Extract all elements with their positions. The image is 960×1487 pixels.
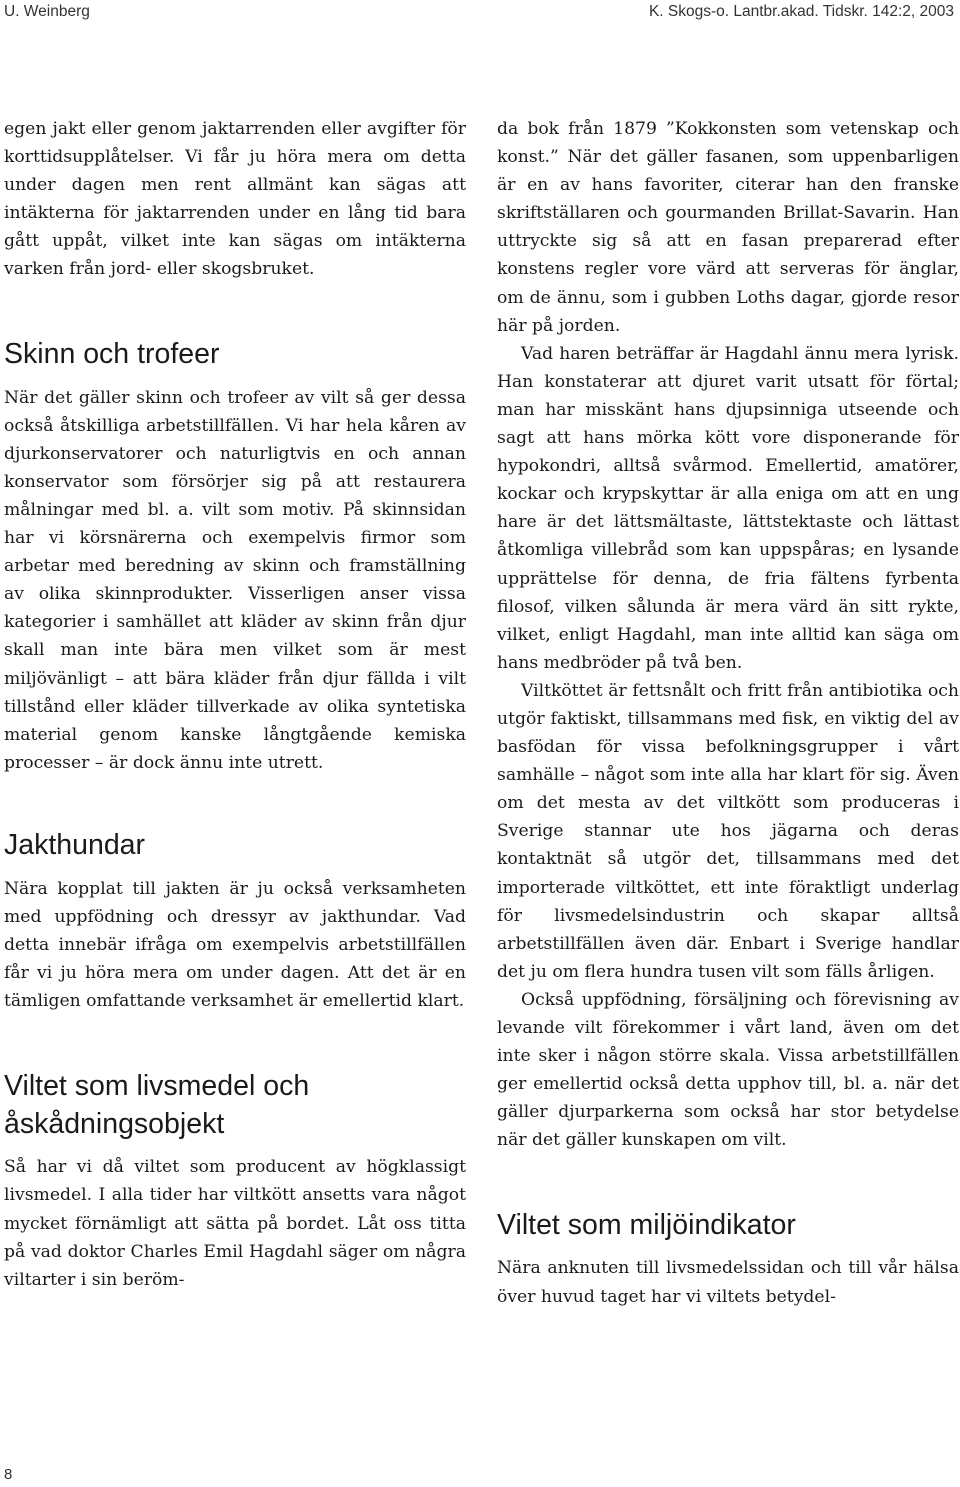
right-column — [497, 115, 959, 1311]
intro-paragraph: egen jakt eller genom jaktarrenden eller avgifter för korttidsupplåtelser. Vi får ju höra mera om detta under dagen men rent allmänt kan sägas att intäkterna för jaktarrenden under en lång tid bara gått uppåt, vilket inte kan sägas om intäkterna varken från jord- eller skogsbruket. — [4, 119, 466, 280]
page-number: 8 — [4, 1466, 13, 1483]
paragraph-hare: Vad haren beträffar är Hagdahl ännu mera lyrisk. Han konstaterar att djuret varit utsatt för förtal; man har misskänt hans djupsinniga utseende och sagt att hans mörka kött vore disponerande för hypokondri, alltså svårmod. Emellertid, amatörer, kockar och krypskyttar är alla eniga om att en ung hare är det lättsmältaste, lättstektaste och lättast åtkomliga villebråd som kan uppspåras; en lysande upprättelse för denna, de fria fältens fyrbenta filosof, vilken sålunda är mera värd än sitt rykte, vilket, enligt Hagdahl, man inte alltid kan säga om hans medbröder på två ben. — [497, 343, 959, 673]
paragraph-uppfodning: Också uppfödning, försäljning och förevisning av levande vilt förekommer i vårt land, även om det inte sker i någon större skala. Vissa arbetstillfällen ger emellertid också detta upphov till, bl. a. när det gäller djurparkerna som också har stor betydelse när det gäller kunskapen om vilt. — [497, 989, 959, 1151]
section-text-livsmedel: Så har vi då viltet som producent av högklassigt livsmedel. I alla tider har viltkött ansetts vara något mycket förnämligt att sätta på bordet. Låt oss titta på vad doktor Charles Emil Hagdahl säger om några viltarter i sin beröm- — [4, 1157, 466, 1290]
section-heading-skinn: Skinn och trofeer — [4, 337, 220, 370]
section-heading-jakthundar: Jakthundar — [4, 828, 146, 861]
paragraph-fasan: da bok från 1879 ”Kokkonsten som vetenskap och konst.” När det gäller fasanen, som uppenbarligen är en av hans favoriter, citerar han den franske skriftställaren och gourmanden Brillat-Savarin. Han uttryckte sig så att en fasan preparerad efter konstens regler vore värd att serveras för änglar, om de ännu, som i gubben Loths dagar, gjorde resor här på jorden. — [497, 119, 959, 336]
section-heading-livsmedel: Viltet som livsmedel och åskådningsobjekt — [4, 1070, 310, 1141]
section-text-jakthundar: Nära kopplat till jakten är ju också verksamheten med uppfödning och dressyr av jakthundar. Vad detta innebär ifråga om exempelvis arbetstillfällen får vi ju höra mera om under dagen. Att det är en tämligen omfattande verksamhet är emellertid klart. — [4, 878, 466, 1012]
running-header — [0, 3, 960, 25]
header-author: U. Weinberg — [4, 3, 90, 20]
section-text-skinn: När det gäller skinn och trofeer av vilt så ger dessa också åtskilliga arbetstillfällen. Vi har hela kåren av djurkonservatorer och naturligtvis en och annan konservator som försörjer sig på att restaurera målningar med bl. a. vilt som motiv. På skinnsidan har vi körsnärerna och exempelvis firmor som arbetar med beredning av skinn och framställning av olika skinnprodukter. Visserligen anser vissa kategorier i samhället att kläder av skinn från djur skall man inte bära men vilket som är mest miljövänligt – att bära kläder från djur fällda i vilt tillstånd eller kläder tillverkade av olika syntetiska material genom kanske långtgående kemiska processer – är dock ännu inte utrett. — [4, 387, 466, 773]
paragraph-viltkott: Viltköttet är fettsnålt och fritt från antibiotika och utgör faktiskt, tillsammans med fisk, en viktig del av basfödan för vissa befolkningsgrupper i vårt samhälle – något som inte alla har klart för sig. Även om det mesta av det viltkött som produceras i Sverige stannar ute hos jägarna och deras kontaktnät så utgör det, tillsammans med det importerade viltköttet, ett inte föraktligt underlag för livsmedelsindustrin och skapar alltså arbetstillfällen även där. Enbart i Sverige handlar det ju om flera hundra tusen vilt som fälls årligen. — [497, 680, 959, 982]
left-column — [4, 115, 466, 1294]
section-text-miljoindikator: Nära anknuten till livsmedelssidan och till vår hälsa över huvud taget har vi viltets betydel- — [497, 1258, 959, 1307]
header-journal: K. Skogs-o. Lantbr.akad. Tidskr. 142:2, 2003 — [648, 3, 954, 20]
section-heading-miljoindikator: Viltet som miljöindikator — [497, 1209, 796, 1242]
